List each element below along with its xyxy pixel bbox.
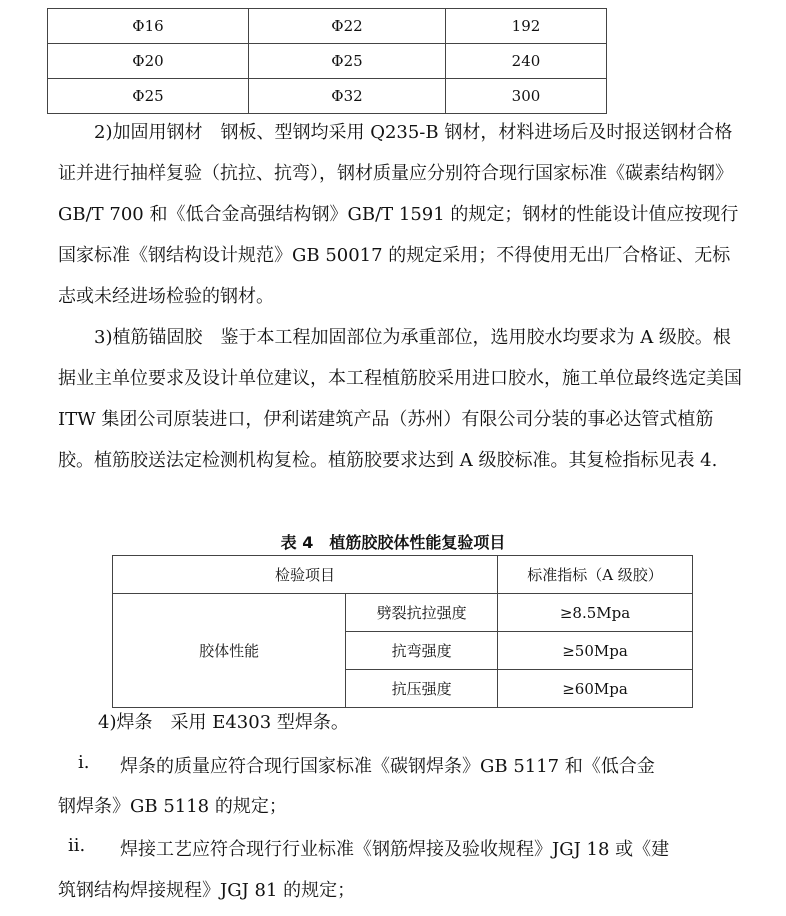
table-cell: Φ20 <box>48 44 249 79</box>
table-cell: 300 <box>446 79 607 114</box>
table-cell: Φ25 <box>48 79 249 114</box>
table-cell: 240 <box>446 44 607 79</box>
table-cell: Φ16 <box>48 9 249 44</box>
table-4-adhesive-tests <box>112 555 693 708</box>
test-value-cell: ≥8.5Mpa <box>498 594 693 632</box>
section-4-title: 4)焊条 采用 E4303 型焊条。 <box>98 712 349 733</box>
section-3-adhesive-paragraph: 3)植筋锚固胶 鉴于本工程加固部位为承重部位，选用胶水均要求为 A 级胶。根据业主单位要求及设计单位建议，本工程植筋胶采用进口胶水，施工单位最终选定美国 ITW 集团公司原装进口，伊利诺建筑产品（苏州）有限公司分装的事必达管式植筋胶。植筋胶送法定检测机构复检。植筋胶要求达到 A 级胶标准。其复检指标见表 4. <box>58 327 742 471</box>
item-ii-marker: ii. <box>68 835 86 856</box>
table-4-caption: 表 4 植筋胶胶体性能复验项目 <box>280 533 506 552</box>
table-cell: Φ22 <box>249 9 446 44</box>
table-row <box>113 594 693 632</box>
item-ii-line-2: 筑钢结构焊接规程》JGJ 81 的规定； <box>58 880 356 901</box>
table-cell: Φ25 <box>249 44 446 79</box>
header-standard-index: 标准指标（A 级胶） <box>498 556 693 594</box>
test-value-cell: ≥50Mpa <box>498 632 693 670</box>
item-i-marker: i. <box>78 752 90 773</box>
header-inspection-item: 检验项目 <box>113 556 498 594</box>
table-cell: 192 <box>446 9 607 44</box>
table-row <box>48 79 607 114</box>
group-cell: 胶体性能 <box>113 594 346 708</box>
rebar-table <box>47 8 607 114</box>
table-cell: Φ32 <box>249 79 446 114</box>
item-ii-line-1: 焊接工艺应符合现行行业标准《钢筋焊接及验收规程》JGJ 18 或《建 <box>120 839 670 860</box>
test-name-cell: 抗弯强度 <box>346 632 498 670</box>
section-2-steel-paragraph: 2)加固用钢材 钢板、型钢均采用 Q235-B 钢材，材料进场后及时报送钢材合格证并进行抽样复验（抗拉、抗弯），钢材质量应分别符合现行国家标准《碳素结构钢》GB/T 700 和《低合金高强结构钢》GB/T 1591 的规定；钢材的性能设计值应按现行国家标准《钢结构设计规范》GB 50017 的规定采用；不得使用无出厂合格证、无标志或未经进场检验的钢材。 <box>58 122 739 307</box>
table-row <box>48 9 607 44</box>
test-value-cell: ≥60Mpa <box>498 670 693 708</box>
item-i-line-2: 钢焊条》GB 5118 的规定； <box>58 796 287 817</box>
table-row <box>48 44 607 79</box>
test-name-cell: 劈裂抗拉强度 <box>346 594 498 632</box>
test-name-cell: 抗压强度 <box>346 670 498 708</box>
table-header-row <box>113 556 693 594</box>
item-i-line-1: 焊条的质量应符合现行国家标准《碳钢焊条》GB 5117 和《低合金 <box>120 756 655 777</box>
